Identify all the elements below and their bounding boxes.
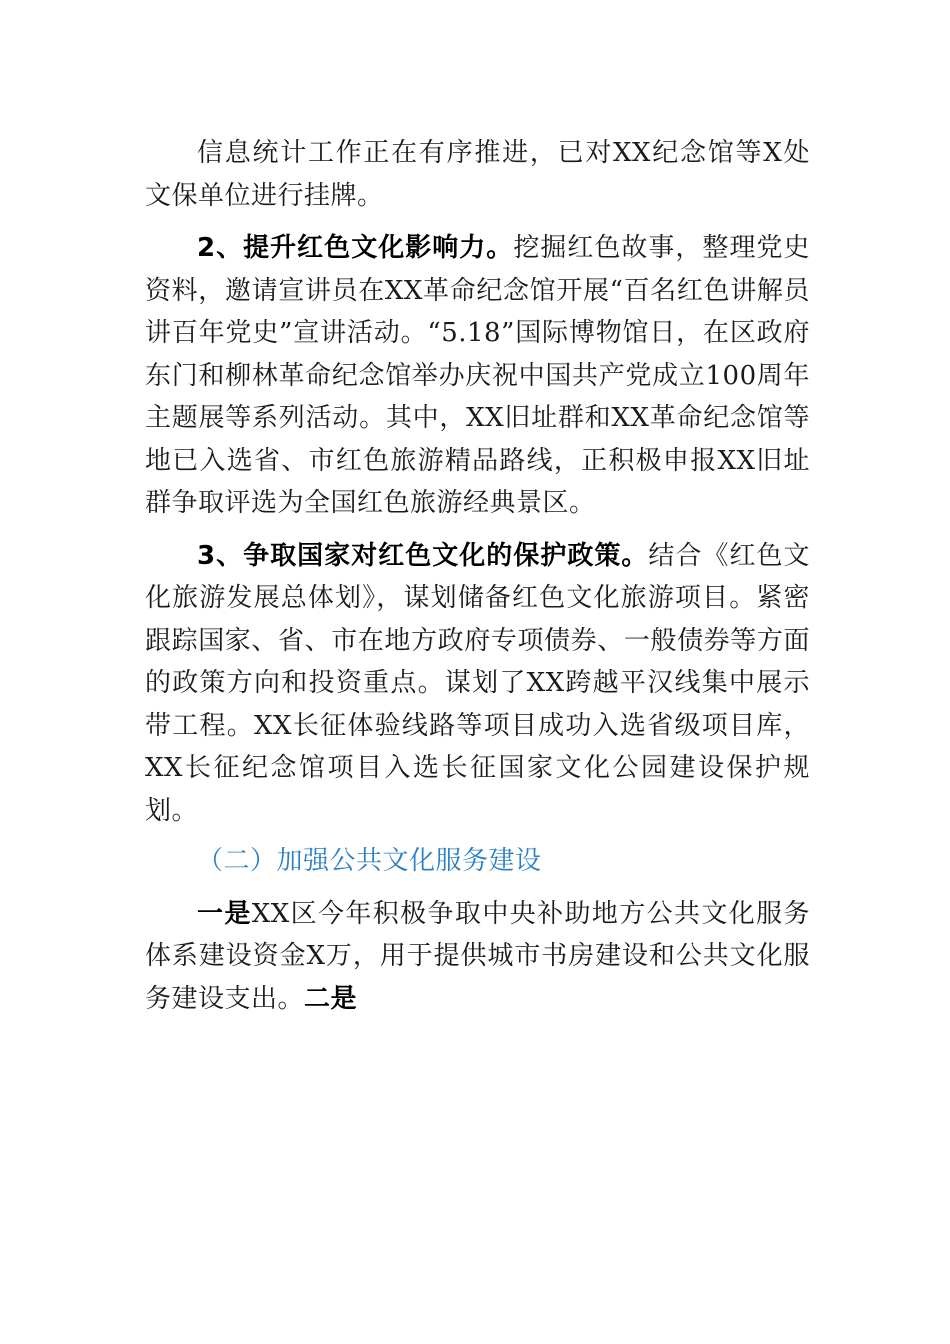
paragraph-4 bbox=[145, 893, 810, 1021]
paragraph-1 bbox=[145, 132, 810, 217]
paragraph-4-lead: 一是 bbox=[197, 898, 252, 929]
paragraph-3 bbox=[145, 535, 810, 833]
paragraph-2-lead: 2、提升红色文化影响力。 bbox=[197, 233, 514, 263]
paragraph-3-lead: 3、争取国家对红色文化的保护政策。 bbox=[197, 540, 649, 571]
paragraph-3-text: 结合《红色文化旅游发展总体划》，谋划储备红色文化旅游项目。紧密跟踪国家、省、市在地方政府专项债券、一般债券等方面的政策方向和投资重点。谋划了XX跨越平汉线集中展示带工程。XX长征体验线路等项目成功入选省级项目库，XX长征纪念馆项目入选长征国家文化公园建设保护规划。 bbox=[145, 540, 810, 826]
paragraph-2-text: 挖掘红色故事，整理党史资料，邀请宣讲员在XX革命纪念馆开展“百名红色讲解员讲百年党史”宣讲活动。“5.18”国际博物馆日，在区政府东门和柳林革命纪念馆举办庆祝中国共产党成立100周年主题展等系列活动。其中，XX旧址群和XX革命纪念馆等地已入选省、市红色旅游精品路线，正积极申报XX旧址群争取评选为全国红色旅游经典景区。 bbox=[145, 233, 810, 518]
paragraph-4-text: XX区今年积极争取中央补助地方公共文化服务体系建设资金X万，用于提供城市书房建设和公共文化服务建设支出。 bbox=[145, 898, 810, 1014]
section-subheading: （二）加强公共文化服务建设 bbox=[197, 846, 542, 876]
document-page bbox=[145, 132, 810, 1020]
paragraph-4-tail: 二是 bbox=[304, 983, 358, 1014]
paragraph-2 bbox=[145, 227, 810, 525]
paragraph-1-text: 信息统计工作正在有序推进，已对XX纪念馆等X处文保单位进行挂牌。 bbox=[145, 138, 810, 211]
